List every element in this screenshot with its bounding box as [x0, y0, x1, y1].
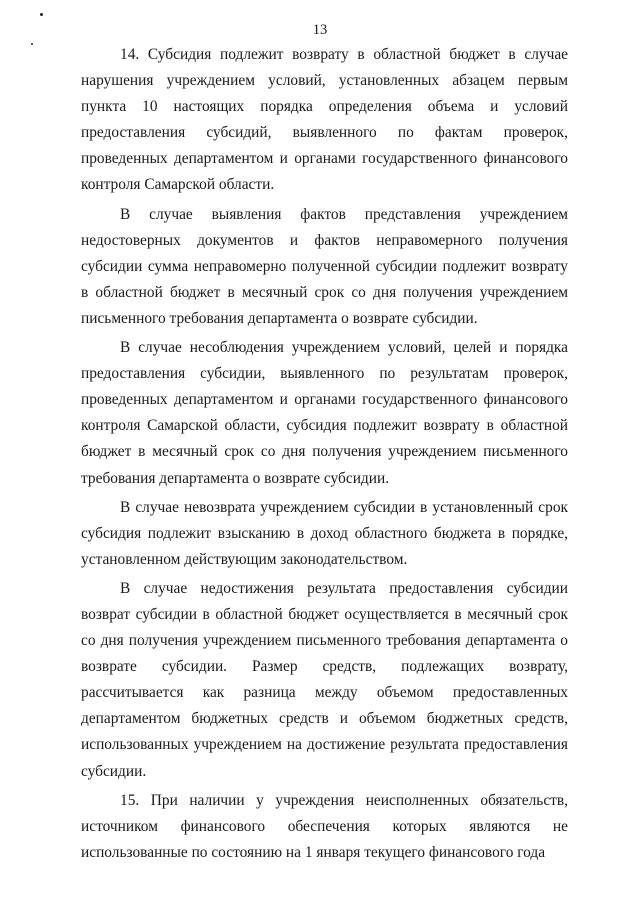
paragraph-15-unfulfilled-obligations: 15. При наличии у учреждения неисполненных обязательств, источником финансового обеспечения которых являются не использованные по состоянию на 1 января текущего финансового года — [81, 791, 568, 861]
document-body — [81, 42, 568, 869]
page-number: 13 — [312, 22, 328, 38]
paragraph-non-return: В случае невозврата учреждением субсидии в установленный срок субсидия подлежит взысканию в доход областного бюджета в порядке, установленном действующим законодательством. — [81, 498, 568, 568]
paragraph-result-not-achieved: В случае недостижения результата предоставления субсидии возврат субсидии в областной бюджет осуществляется в месячный срок со дня получения учреждением письменного требования департамента о возврате субсидии. Размер средств, подлежащих возврату, рассчитывается как разница между объемом предоставленных департаментом бюджетных средств и объемом бюджетных средств, использованных учреждением на достижение результата предоставления субсидии. — [81, 579, 568, 780]
scan-speck — [40, 13, 43, 16]
paragraph-non-compliance: В случае несоблюдения учреждением условий, целей и порядка предоставления субсидии, выявленного по результатам проверок, проведенных департаментом и органами государственного финансового контроля Самарской области, субсидия подлежит возврату в областной бюджет в месячный срок со дня получения учреждением письменного требования департамента о возврате субсидии. — [81, 339, 568, 487]
scan-speck — [31, 43, 33, 45]
paragraph-false-documents: В случае выявления фактов представления учреждением недостоверных документов и фактов неправомерного получения субсидии сумма неправомерно полученной субсидии подлежит возврату в областной бюджет в месячный срок со дня получения учреждением письменного требования департамента о возврате субсидии. — [81, 205, 568, 327]
paragraph-14-return-of-subsidy: 14. Субсидия подлежит возврату в областной бюджет в случае нарушения учреждением условий, установленных абзацем первым пункта 10 настоящих порядка определения объема и условий предоставления субсидий, выявленного по фактам проверок, проведенных департаментом и органами государственного финансового контроля Самарской области. — [81, 46, 568, 194]
